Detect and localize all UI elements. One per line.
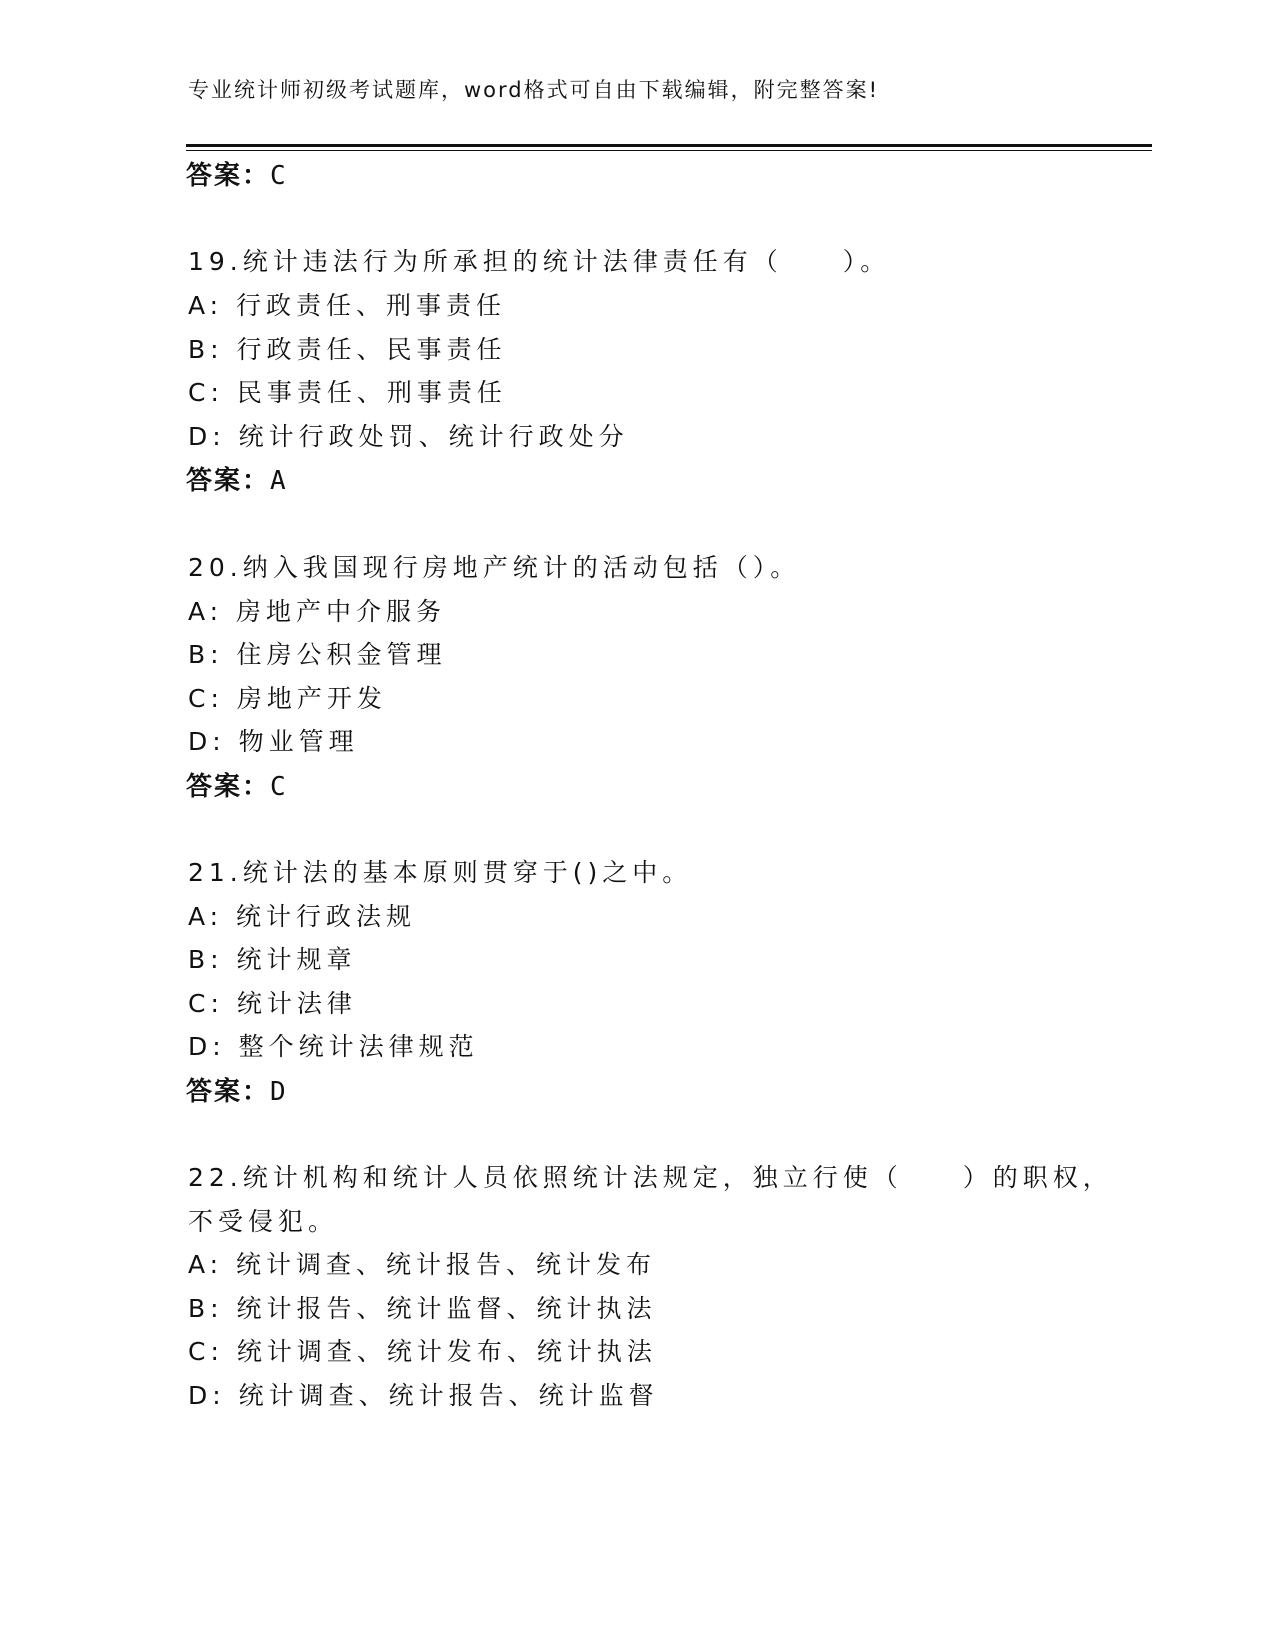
option-d: D: 物业管理 <box>188 727 359 756</box>
header-divider-thick <box>186 144 1152 147</box>
option-c: C: 统计调查、统计发布、统计执法 <box>188 1337 657 1366</box>
option-a: A: 行政责任、刑事责任 <box>188 291 507 320</box>
answer-value: C <box>270 161 288 191</box>
question-stem-continuation: 不受侵犯。 <box>188 1207 339 1236</box>
question-stem: 21.统计法的基本原则贯穿于()之中。 <box>188 858 693 887</box>
answer-label: 答案： <box>186 1077 271 1107</box>
question-stem: 19.统计违法行为所承担的统计法律责任有（ ）。 <box>188 247 891 276</box>
answer-line <box>186 155 288 192</box>
option-a: A: 统计行政法规 <box>188 902 417 931</box>
option-c: C: 统计法律 <box>188 989 357 1018</box>
option-b: B: 住房公积金管理 <box>188 640 447 669</box>
page-header: 专业统计师初级考试题库，word格式可自由下载编辑，附完整答案! <box>188 78 880 102</box>
answer-line <box>186 1071 288 1108</box>
option-b: B: 统计规章 <box>188 945 357 974</box>
option-a: A: 统计调查、统计报告、统计发布 <box>188 1250 657 1279</box>
option-d: D: 统计行政处罚、统计行政处分 <box>188 422 629 451</box>
answer-value: A <box>270 466 288 496</box>
option-a: A: 房地产中介服务 <box>188 597 447 626</box>
question-stem: 20.纳入我国现行房地产统计的活动包括（）。 <box>188 553 801 582</box>
header-divider-thin <box>186 150 1152 151</box>
question-stem: 22.统计机构和统计人员依照统计法规定，独立行使（ ）的职权， <box>188 1163 1113 1192</box>
option-b: B: 行政责任、民事责任 <box>188 335 507 364</box>
answer-line <box>186 460 288 497</box>
answer-value: C <box>270 772 288 802</box>
option-c: C: 民事责任、刑事责任 <box>188 378 507 407</box>
answer-label: 答案： <box>186 466 271 496</box>
answer-label: 答案： <box>186 161 271 191</box>
option-c: C: 房地产开发 <box>188 684 387 713</box>
option-d: D: 统计调查、统计报告、统计监督 <box>188 1381 659 1410</box>
answer-value: D <box>270 1077 288 1107</box>
answer-line <box>186 766 288 803</box>
option-d: D: 整个统计法律规范 <box>188 1032 479 1061</box>
option-b: B: 统计报告、统计监督、统计执法 <box>188 1294 657 1323</box>
answer-label: 答案： <box>186 772 271 802</box>
